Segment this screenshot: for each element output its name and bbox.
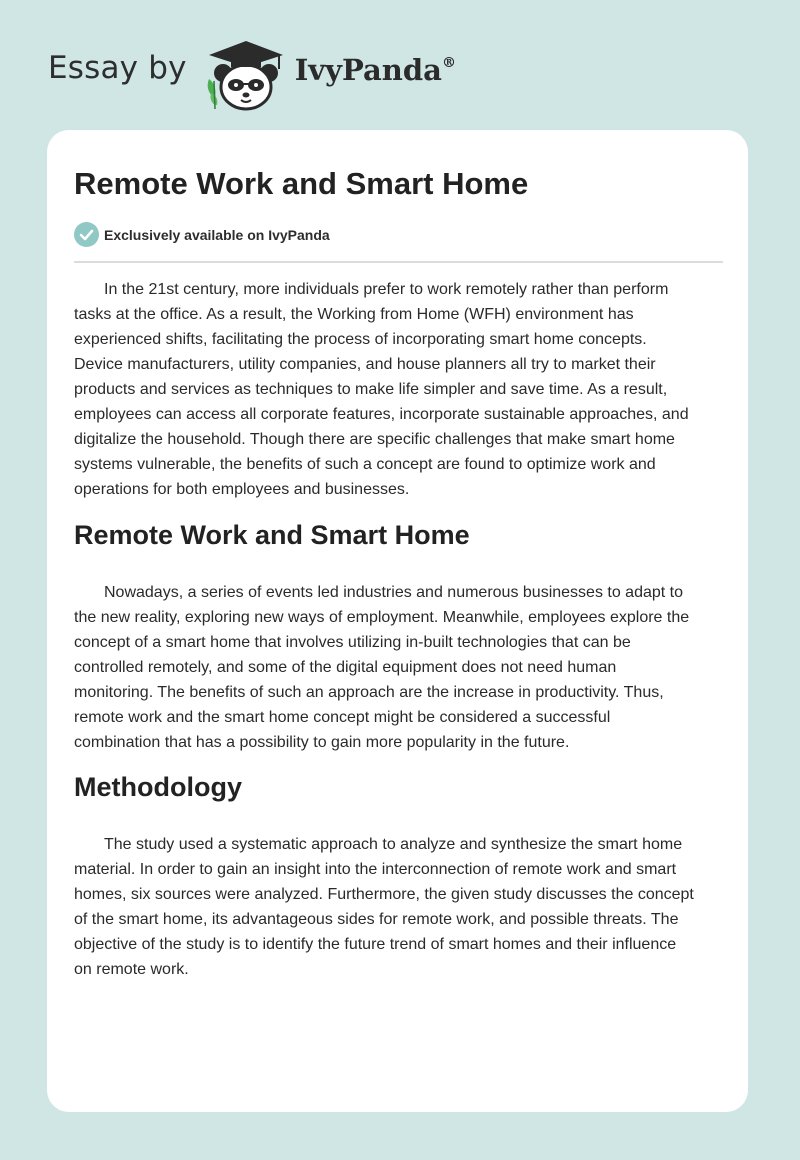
intro-paragraph: In the 21st century, more individuals prefer to work remotely rather than perform tasks at the office. As a result, the Working from Home (WFH) environment has experienced shifts, facilitating the process of incorporating smart home concepts. Device manufacturers, utility companies, and house planners all try to market their products and services as techniques to make life simpler and save time. As a result, employees can access all corporate features, incorporate sustainable approaches, and digitalize the household. Though there are specific challenges that make smart home systems vulnerable, the benefits of such a concept are found to optimize work and operations for both employees and businesses. — [74, 281, 689, 498]
exclusive-badge-text: Exclusively available on IvyPanda — [104, 226, 330, 243]
exclusive-badge — [74, 222, 330, 247]
essay-card — [47, 130, 748, 1112]
check-circle-icon — [74, 222, 99, 247]
brand-prefix: Essay by — [48, 50, 187, 86]
essay-title: Remote Work and Smart Home — [74, 166, 529, 201]
site-brand[interactable] — [48, 34, 456, 114]
registered-mark: ® — [441, 55, 456, 72]
title-divider — [74, 261, 723, 263]
section-heading: Methodology — [74, 772, 242, 802]
panda-graduate-logo-icon — [203, 35, 291, 113]
section-paragraph: The study used a systematic approach to analyze and synthesize the smart home material. In order to gain an insight into the interconnection of remote work and smart homes, six sources were analyzed. Furthermore, the given study discusses the concept of the smart home, its advantageous sides for remote work, and possible threats. The objective of the study is to identify the future trend of smart homes and their influence on remote work. — [74, 836, 694, 978]
section-heading: Remote Work and Smart Home — [74, 520, 470, 550]
section-paragraph: Nowadays, a series of events led industries and numerous businesses to adapt to the new reality, exploring new ways of employment. Meanwhile, employees explore the concept of a smart home that involves utilizing in-built technologies that can be controlled remotely, and some of the digital equipment does not need human monitoring. The benefits of such an approach are the increase in productivity. Thus, remote work and the smart home concept might be considered a successful combination that has a possibility to gain more popularity in the future. — [74, 584, 690, 751]
brand-name: IvyPanda® — [294, 53, 456, 87]
